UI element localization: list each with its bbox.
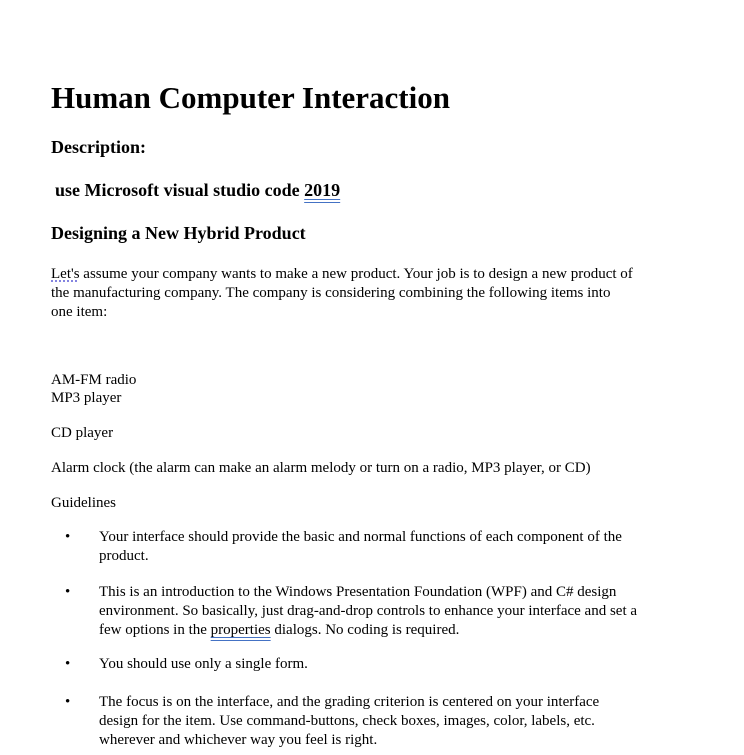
guideline-1 xyxy=(99,528,622,566)
guideline-2-text: few options in the xyxy=(99,622,211,638)
guideline-3 xyxy=(99,655,308,674)
guideline-2-line xyxy=(99,621,637,640)
subtitle-heading: Designing a New Hybrid Product xyxy=(51,223,306,243)
bullet-icon: • xyxy=(65,529,71,545)
properties-word: properties xyxy=(210,622,271,638)
guidelines-label: Guidelines xyxy=(51,495,116,511)
intro-line-1-text: assume your company wants to make a new product. Your job is to design a new product of xyxy=(79,266,633,282)
guideline-2-line: This is an introduction to the Windows Presentation Foundation (WPF) and C# design xyxy=(99,584,617,600)
item-cd: CD player xyxy=(51,425,114,441)
instruction-text: use Microsoft visual studio code xyxy=(55,180,305,200)
guideline-1-line: Your interface should provide the basic and normal functions of each component of the xyxy=(99,529,622,545)
document-title: Human Computer Interaction xyxy=(51,80,450,115)
guideline-4-line: design for the item. Use command-buttons, check boxes, images, color, labels, etc. xyxy=(99,713,595,729)
intro-paragraph xyxy=(51,265,633,322)
instruction-year: 2019 xyxy=(304,180,341,200)
bullet-icon: • xyxy=(65,694,71,710)
guideline-2-line: environment. So basically, just drag-and-drop controls to enhance your interface and set a xyxy=(99,603,638,619)
description-heading: Description: xyxy=(51,137,146,157)
item-am-fm: AM-FM radio xyxy=(51,372,137,388)
intro-line-2: the manufacturing company. The company is considering combining the following items into xyxy=(51,285,611,301)
intro-first-word: Let's xyxy=(51,266,80,282)
guideline-1-line: product. xyxy=(99,548,149,564)
guideline-4-line: wherever and whichever way you feel is right. xyxy=(99,732,378,748)
item-mp3: MP3 player xyxy=(51,390,122,406)
intro-line-3: one item: xyxy=(51,304,108,320)
guideline-2 xyxy=(99,583,637,640)
bullet-icon: • xyxy=(65,656,71,672)
intro-line-1 xyxy=(51,265,633,284)
guideline-3-line: You should use only a single form. xyxy=(99,656,308,672)
guideline-4 xyxy=(99,693,599,750)
item-alarm: Alarm clock (the alarm can make an alarm melody or turn on a radio, MP3 player, or CD) xyxy=(51,460,591,476)
guideline-2-text: dialogs. No coding is required. xyxy=(270,622,460,638)
bullet-icon: • xyxy=(65,584,71,600)
instruction-line xyxy=(55,180,340,201)
guideline-4-line: The focus is on the interface, and the grading criterion is centered on your interface xyxy=(99,694,600,710)
